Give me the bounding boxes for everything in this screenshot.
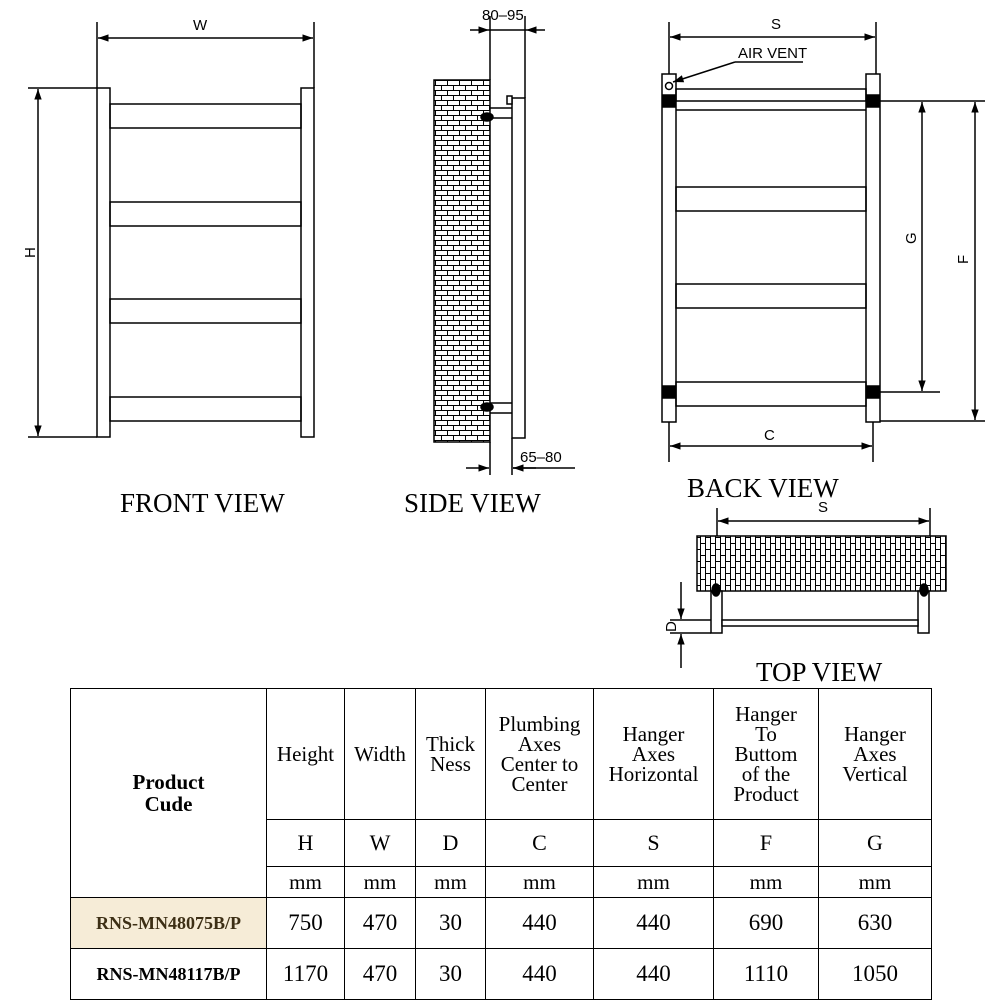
spec-table — [70, 688, 932, 1000]
side-view — [434, 16, 575, 475]
symbol-cell: D — [416, 820, 486, 867]
symbol-cell: W — [345, 820, 416, 867]
product-code-cell: RNS-MN48117B/P — [71, 949, 267, 1000]
dim-thickness-top-label: 80‒95 — [482, 7, 524, 24]
value-cell: 30 — [416, 898, 486, 949]
unit-cell: mm — [416, 867, 486, 898]
back-view-title: BACK VIEW — [687, 473, 839, 503]
header-line: of the — [741, 762, 791, 786]
header-row — [71, 689, 932, 820]
col-header-width — [345, 689, 416, 820]
value-cell: 440 — [486, 949, 594, 1000]
symbol-cell: G — [819, 820, 932, 867]
header-line: Center to — [500, 752, 579, 776]
dim-d-label: D — [663, 621, 680, 632]
value-cell: 440 — [486, 898, 594, 949]
value-cell: 440 — [594, 949, 714, 1000]
value-cell: 1110 — [714, 949, 819, 1000]
unit-cell: mm — [486, 867, 594, 898]
dim-h-label: H — [22, 247, 39, 258]
top-view-title: TOP VIEW — [756, 657, 883, 685]
product-code-header — [71, 689, 267, 898]
value-cell: 630 — [819, 898, 932, 949]
col-header-hanger-bottom — [714, 689, 819, 820]
value-cell: 690 — [714, 898, 819, 949]
dim-thickness-bottom-label: 65‒80 — [520, 449, 562, 466]
value-cell: 1050 — [819, 949, 932, 1000]
header-line: Hanger — [844, 722, 906, 746]
symbol-cell: H — [267, 820, 345, 867]
header-line: Buttom — [734, 742, 798, 766]
dim-g-label: G — [903, 232, 920, 244]
front-view — [28, 22, 314, 437]
col-header-thickness — [416, 689, 486, 820]
front-view-title: FRONT VIEW — [120, 488, 285, 518]
air-vent-label: AIR VENT — [738, 45, 808, 62]
header-line: Hanger — [735, 702, 797, 726]
product-code-header-line1: Product — [132, 770, 205, 794]
table-row — [71, 898, 932, 949]
header-line: Axes — [631, 742, 676, 766]
col-header-hanger-horizontal — [594, 689, 714, 820]
value-cell: 750 — [267, 898, 345, 949]
header-line: Product — [733, 782, 799, 806]
unit-cell: mm — [594, 867, 714, 898]
unit-cell: mm — [819, 867, 932, 898]
header-line: Plumbing — [498, 712, 581, 736]
back-view — [662, 22, 985, 462]
product-code-header-line2: Cude — [144, 792, 193, 816]
dim-s-top-label: S — [818, 499, 829, 516]
header-line: To — [755, 722, 777, 746]
header-line: Hanger — [622, 722, 685, 746]
header-line: Axes — [853, 742, 897, 766]
side-view-title: SIDE VIEW — [404, 488, 541, 518]
symbol-cell: C — [486, 820, 594, 867]
symbol-cell: F — [714, 820, 819, 867]
unit-cell: mm — [267, 867, 345, 898]
header-line: Width — [354, 742, 406, 766]
value-cell: 470 — [345, 898, 416, 949]
dim-s-back-label: S — [771, 16, 782, 33]
dim-f-label: F — [955, 254, 972, 264]
col-header-height — [267, 689, 345, 820]
dim-c-label: C — [764, 427, 775, 444]
top-view — [670, 508, 946, 668]
product-code-cell: RNS-MN48075B/P — [71, 898, 267, 949]
header-line: Vertical — [842, 762, 908, 786]
unit-cell: mm — [345, 867, 416, 898]
header-line: Ness — [430, 752, 471, 776]
value-cell: 30 — [416, 949, 486, 1000]
col-header-plumbing — [486, 689, 594, 820]
table-row — [71, 949, 932, 1000]
unit-cell: mm — [714, 867, 819, 898]
value-cell: 1170 — [267, 949, 345, 1000]
dim-w-label: W — [193, 17, 208, 34]
header-line: Center — [511, 772, 568, 796]
col-header-hanger-vertical — [819, 689, 932, 820]
header-line: Horizontal — [608, 762, 699, 786]
value-cell: 470 — [345, 949, 416, 1000]
symbol-cell: S — [594, 820, 714, 867]
header-line: Axes — [517, 732, 562, 756]
header-line: Height — [276, 742, 335, 766]
header-line: Thick — [426, 732, 475, 756]
value-cell: 440 — [594, 898, 714, 949]
